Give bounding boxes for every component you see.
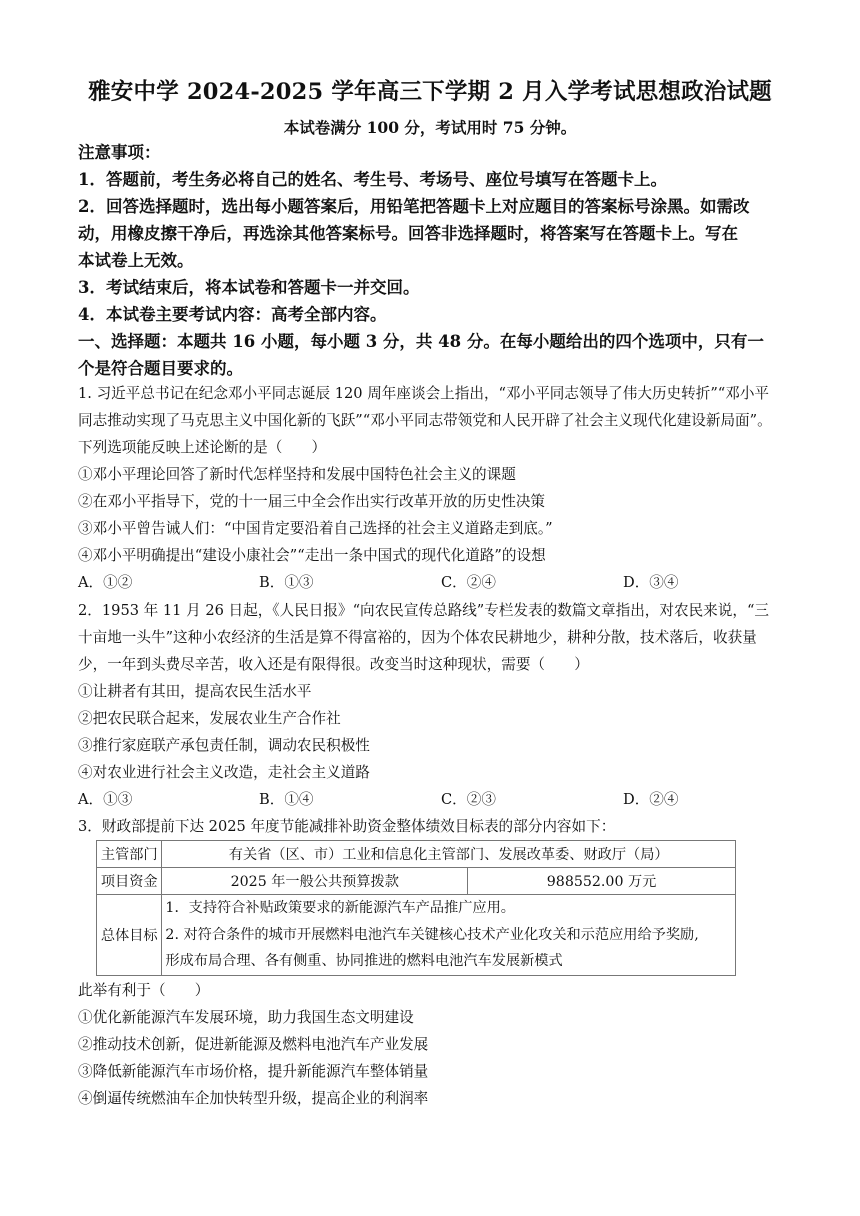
table-row [97,895,736,976]
statement-item: ②推动技术创新，促进新能源及燃料电池汽车产业发展 [78,1036,429,1053]
goal-line: 1．支持符合补贴政策要求的新能源汽车产品推广应用。 [165,900,515,917]
table-cell-goals [162,895,736,976]
statement-item: ①让耕者有其田，提高农民生活水平 [78,683,312,700]
table-row [97,868,736,895]
question-stem-line: 2．1953 年 11 月 26 日起，《人民日报》“向农民宣传总路线”专栏发表的数篇文章指出，对农民来说，“三 [78,602,770,619]
funding-target-table [96,840,736,976]
option-d[interactable]: D．③④ [623,574,679,591]
table-cell-label: 项目资金 [97,868,162,895]
goal-line: 形成布局合理、各有侧重、协同推进的燃料电池汽车发展新模式 [165,953,563,970]
question-stem-line: 下列选项能反映上述论断的是（ ） [78,439,327,456]
section-heading-line: 一、选择题：本题共 16 小题，每小题 3 分，共 48 分。在每小题给出的四个选项中，只有一 [78,332,764,351]
question-stem-line: 1. 习近平总书记在纪念邓小平同志诞辰 120 周年座谈会上指出，“邓小平同志领导了伟大历史转折”“邓小平 [78,385,770,402]
question-3-body [78,977,788,1112]
table-cell: 988552.00 万元 [468,868,736,895]
question-1 [78,380,788,569]
option-a[interactable]: A．①③ [78,791,133,808]
note-line: 本试卷上无效。 [78,251,194,270]
notes-heading: 注意事项： [78,143,161,162]
note-line: 1．答题前，考生务必将自己的姓名、考生号、考场号、座位号填写在答题卡上。 [78,170,667,189]
statement-item: ③推行家庭联产承包责任制，调动农民积极性 [78,737,370,754]
note-line: 3．考试结束后，将本试卷和答题卡一并交回。 [78,278,420,297]
statement-item: ①邓小平理论回答了新时代怎样坚持和发展中国特色社会主义的课题 [78,466,516,483]
goal-line: 2. 对符合条件的城市开展燃料电池汽车关键核心技术产业化攻关和示范应用给予奖励, [165,926,699,943]
option-b[interactable]: B．①③ [259,574,314,591]
note-line: 2．回答选择题时，选出每小题答案后，用铅笔把答题卡上对应题目的答案标号涂黑。如需改 [78,197,750,216]
question-2-options [78,786,788,813]
notes-section [78,139,788,382]
option-a[interactable]: A．①② [78,574,133,591]
note-line: 动，用橡皮擦干净后，再选涂其他答案标号。回答非选择题时，将答案写在答题卡上。写在 [78,224,738,243]
statement-item: ②在邓小平指导下，党的十一届三中全会作出实行改革开放的历史性决策 [78,493,546,510]
table-cell: 有关省（区、市）工业和信息化主管部门、发展改革委、财政厅（局） [162,841,736,868]
question-stem-line: 少，一年到头费尽辛苦，收入还是有限得很。改变当时这种现状，需要（ ） [78,656,589,673]
exam-subtitle: 本试卷满分 100 分，考试用时 75 分钟。 [283,118,577,137]
statement-item: ③降低新能源汽车市场价格，提升新能源汽车整体销量 [78,1063,429,1080]
statement-item: ②把农民联合起来，发展农业生产合作社 [78,710,341,727]
statement-item: ①优化新能源汽车发展环境，助力我国生态文明建设 [78,1009,414,1026]
section-heading-line: 个是符合题目要求的。 [78,359,243,378]
question-stem-line: 十亩地一头牛”这种小农经济的生活是算不得富裕的，因为个体农民耕地少，耕种分散，技术落后，收获量 [78,629,757,646]
option-c[interactable]: C．②③ [441,791,496,808]
table-cell: 2025 年一般公共预算拨款 [162,868,468,895]
statement-item: ④邓小平明确提出“建设小康社会”“走出一条中国式的现代化道路”的设想 [78,547,546,564]
statement-item: ④对农业进行社会主义改造，走社会主义道路 [78,764,370,781]
exam-title: 雅安中学 2024-2025 学年高三下学期 2 月入学考试思想政治试题 [88,79,772,105]
question-stem-line: 同志推动实现了马克思主义中国化新的飞跃”“邓小平同志带领党和人民开辟了社会主义现代化建设新局面”。 [78,412,772,429]
option-d[interactable]: D．②④ [623,791,679,808]
option-c[interactable]: C．②④ [441,574,496,591]
note-line: 4．本试卷主要考试内容：高考全部内容。 [78,305,387,324]
table-cell-label: 主管部门 [97,841,162,868]
table-cell-label: 总体目标 [97,895,162,976]
statement-item: ③邓小平曾告诫人们：“中国肯定要沿着自己选择的社会主义道路走到底。” [78,520,553,537]
question-3-stem [78,813,788,840]
option-b[interactable]: B．①④ [259,791,314,808]
question-2 [78,597,788,786]
question-stem-line: 3．财政部提前下达 2025 年度节能减排补助资金整体绩效目标表的部分内容如下： [78,818,616,835]
question-stem-line: 此举有利于（ ） [78,982,210,999]
question-1-options [78,569,788,596]
table-row [97,841,736,868]
statement-item: ④倒逼传统燃油车企加快转型升级，提高企业的利润率 [78,1090,429,1107]
